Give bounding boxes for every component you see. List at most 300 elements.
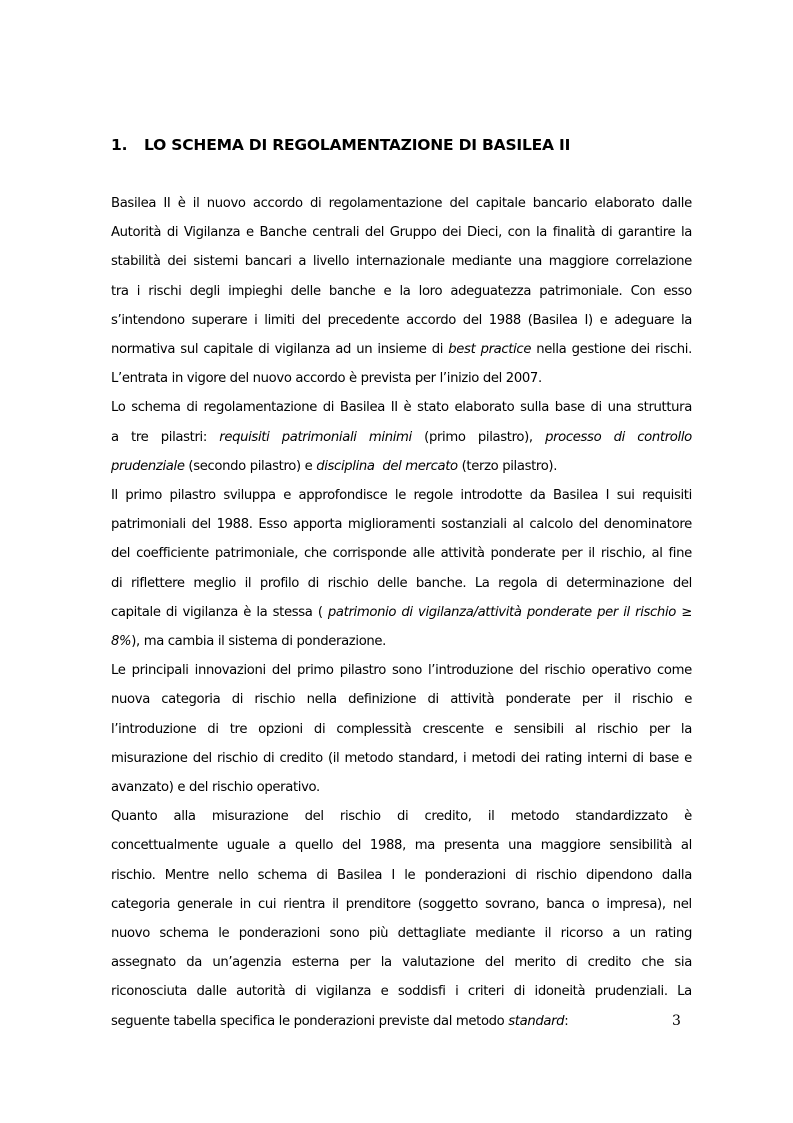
word: ponderate [490, 546, 556, 562]
word: la [680, 225, 692, 241]
word: il [192, 196, 200, 211]
word: criteri [467, 984, 505, 1000]
word: 1988 [488, 312, 521, 328]
word: di [431, 342, 444, 357]
word: o [591, 896, 600, 912]
word: dei [442, 225, 462, 241]
word: di [313, 721, 326, 737]
word: sul [180, 342, 199, 357]
word: dipendono [585, 867, 653, 883]
word: primo [297, 663, 334, 679]
text-line [111, 924, 692, 944]
word: Basilea [111, 196, 157, 211]
italic-word: ponderate [526, 604, 592, 620]
word: di [632, 750, 644, 766]
word: esterna [291, 955, 340, 971]
word: La [677, 984, 692, 1000]
italic-word: requisiti [219, 429, 270, 445]
word: (Basilea [527, 312, 578, 328]
word: il [588, 546, 595, 562]
word: di [186, 400, 198, 416]
word: limiti [264, 312, 295, 328]
word: approfondisce [298, 488, 388, 503]
word: Quanto [111, 809, 158, 825]
text-line [111, 574, 692, 594]
italic-text: 8% [111, 634, 132, 649]
word: per [648, 721, 670, 737]
word: valutazione [402, 955, 475, 971]
text-line [111, 953, 692, 973]
word: e [246, 225, 254, 241]
word: attività [450, 692, 495, 708]
italic-word: per [597, 604, 618, 620]
word: Gruppo [389, 225, 437, 241]
word: vigilanza [274, 342, 331, 357]
word: la [680, 312, 692, 328]
word: schema [131, 400, 181, 416]
word: di [515, 867, 527, 883]
word: principali [131, 663, 189, 679]
word: normativa [111, 342, 176, 357]
text: : [564, 1013, 569, 1029]
word: operativo [591, 663, 651, 679]
text-line [111, 807, 692, 827]
word: e [599, 312, 608, 328]
word: introdotte [460, 488, 523, 503]
word: la [256, 604, 268, 620]
word: del [449, 196, 469, 211]
word: regolamentazione [203, 400, 318, 416]
word: categoria [161, 692, 221, 708]
word: di [310, 196, 322, 211]
word: s’intendono [111, 312, 185, 328]
word: struttura [637, 400, 692, 416]
word: stabilità [111, 254, 161, 270]
word: i [462, 750, 467, 766]
word: gestione [571, 342, 626, 357]
word: l’introduzione [111, 721, 197, 737]
word: presenta [443, 838, 500, 854]
word: a [298, 254, 307, 270]
word: II [163, 196, 171, 211]
word: per [349, 955, 371, 971]
section-number: 1. [111, 136, 128, 154]
text-line [111, 690, 692, 710]
word: e [383, 283, 392, 299]
word: del [484, 955, 505, 971]
word: nella [306, 692, 337, 708]
word: dettagliate [397, 926, 466, 941]
word: banche [328, 283, 376, 299]
word: complessità [336, 721, 412, 737]
word: stessa [272, 604, 313, 620]
italic-word: best [448, 342, 476, 357]
word: (il [327, 750, 340, 766]
text: (secondo pilastro) e [184, 458, 317, 474]
word: del [271, 663, 291, 679]
word: del [304, 809, 324, 825]
word: di [262, 750, 275, 766]
word: il [487, 809, 495, 825]
word: di [427, 692, 439, 708]
word: Lo [111, 400, 126, 416]
word: di [307, 575, 319, 591]
word: sistemi [193, 254, 239, 270]
word: del [301, 312, 321, 328]
word: il [614, 692, 621, 708]
word: misurazione [111, 750, 188, 766]
italic-word: controllo [637, 429, 692, 445]
word: schema [257, 867, 308, 883]
word: a [278, 838, 287, 854]
word: Esso [258, 517, 288, 533]
word: dei [167, 254, 187, 270]
word: rischio [216, 750, 258, 766]
italic-text: prudenziale [111, 458, 185, 474]
word: apporta [292, 517, 343, 533]
word: delle [377, 575, 408, 591]
word: concettualmente [111, 838, 218, 854]
word: al [680, 838, 692, 854]
word: di [513, 984, 526, 1000]
word: coefficiente [136, 546, 209, 562]
word: un [629, 926, 646, 941]
word: I [605, 488, 610, 503]
text: avanzato) e del rischio operativo. [111, 780, 320, 795]
word: calcolo [529, 517, 573, 533]
word: di [111, 575, 123, 591]
word: schema [159, 926, 209, 941]
word: attività [440, 546, 485, 562]
word: al [651, 546, 663, 562]
word: pilastro [169, 488, 216, 503]
italic-word: processo [545, 429, 602, 445]
italic-word: vigilanza/attività [418, 604, 522, 620]
word: un [356, 342, 373, 357]
word: prenditore [345, 896, 411, 912]
word: metodi [471, 750, 516, 766]
word: è [684, 809, 692, 825]
word: bancario [532, 196, 588, 211]
word: sensibili [513, 721, 564, 737]
word: dei [520, 750, 540, 766]
word: sulla [520, 400, 549, 416]
text-line [111, 661, 692, 681]
word: mediante [475, 926, 536, 941]
word: al [512, 517, 524, 533]
word: sviluppa [223, 488, 276, 503]
word: 1988. [216, 517, 253, 533]
word: il [332, 896, 339, 912]
word: sui [616, 488, 635, 503]
word: impresa), [606, 896, 666, 912]
word: nuovo [206, 196, 246, 211]
word: tre [229, 721, 248, 737]
word: adeguatezza [450, 283, 532, 299]
word: del [519, 663, 539, 679]
word: impieghi [228, 283, 283, 299]
word: di [565, 955, 578, 971]
word: sensibilità [609, 838, 673, 854]
word: la [399, 283, 411, 299]
text: seguente tabella specifica le ponderazioni previste dal metodo [111, 1013, 509, 1029]
word: 1988, [369, 838, 406, 854]
word: patrimoniale. [539, 283, 623, 299]
word: banche. [415, 575, 467, 591]
word: garantire [618, 225, 676, 241]
word: a [612, 926, 621, 941]
word: di [258, 342, 270, 357]
word: primo [125, 488, 163, 503]
text-line [111, 632, 692, 652]
word: rischio [535, 867, 577, 883]
word: dalle [661, 196, 692, 211]
word: vigilanza [315, 984, 372, 1000]
text-line [111, 895, 692, 915]
word: denominatore [603, 517, 692, 533]
word: autorità [236, 984, 286, 1000]
word: delle [290, 283, 321, 299]
word: I) [584, 312, 593, 328]
word: del [364, 225, 385, 241]
word: sono [391, 663, 422, 679]
word: e [684, 750, 692, 766]
word: una [607, 400, 632, 416]
word: degli [189, 283, 220, 299]
page-number: 3 [672, 1013, 681, 1029]
word: rating [545, 750, 582, 766]
word: (primo [424, 429, 466, 445]
word: rischio [632, 692, 673, 708]
word: elaborato [454, 400, 515, 416]
word: rischi. [654, 342, 692, 357]
word: adeguare [614, 312, 675, 328]
word: credito [279, 750, 323, 766]
word: le [218, 926, 230, 941]
italic-word: minimi [368, 429, 412, 445]
text-line [111, 982, 692, 1002]
text: L’entrata in vigore del nuovo accordo è prevista per l’inizio del 2007. [111, 371, 542, 387]
word: nello [218, 867, 249, 883]
word: di [207, 721, 219, 737]
text: (terzo pilastro). [457, 458, 558, 474]
word: ( [317, 604, 323, 620]
word: Basilea [553, 488, 599, 503]
text-line [111, 486, 692, 506]
word: banca [546, 896, 585, 912]
word: di [546, 575, 558, 591]
word: rischio [597, 721, 638, 737]
word: Dieci, [466, 225, 502, 241]
word: Mentre [164, 867, 209, 883]
word: generale [177, 896, 233, 912]
word: cui [257, 896, 277, 912]
italic-word: ≥ [681, 604, 692, 620]
word: alla [173, 809, 196, 825]
word: di [600, 225, 613, 241]
italic-word: practice [480, 342, 532, 357]
word: sono [329, 926, 360, 941]
text-line [111, 194, 692, 214]
word: dei [630, 342, 650, 357]
word: opzioni [258, 721, 303, 737]
word: la [380, 955, 392, 971]
italic-text: standard [508, 1013, 565, 1029]
word: fine [668, 546, 692, 562]
text-line [111, 720, 692, 740]
word: credito [587, 955, 631, 971]
text-line [111, 866, 692, 886]
word: rating [655, 926, 692, 941]
word: del [578, 517, 598, 533]
word: è [243, 604, 252, 620]
word: ma [414, 838, 435, 854]
italic-word: di [613, 429, 625, 445]
word: Basilea [337, 867, 383, 883]
word: i [455, 984, 459, 1000]
word: e [283, 488, 291, 503]
italic-word: rischio [635, 604, 676, 620]
word: di [294, 984, 307, 1000]
word: quello [294, 838, 334, 854]
text-line [111, 778, 692, 798]
word: patrimoniale [214, 546, 295, 562]
text-line [111, 223, 692, 243]
text-line [111, 544, 692, 564]
word: nel [672, 896, 692, 912]
word: I [391, 867, 395, 883]
word: e [494, 721, 503, 737]
word: merito [514, 955, 556, 971]
word: la [680, 721, 692, 737]
word: Vigilanza [183, 225, 241, 241]
word: sovrano, [485, 896, 540, 912]
word: rientra [283, 896, 326, 912]
word: di [590, 400, 602, 416]
word: per [581, 692, 603, 708]
word: ricorso [560, 926, 603, 941]
text-line [111, 398, 692, 418]
word: il [544, 926, 552, 941]
word: di [165, 604, 178, 620]
word: regola [498, 575, 538, 591]
word: da [186, 955, 202, 971]
word: base [554, 400, 585, 416]
word: superare [191, 312, 248, 328]
word: assegnato [111, 955, 176, 971]
text-line [111, 836, 692, 856]
word: le [404, 867, 416, 883]
word: maggiore [548, 254, 609, 270]
word: rischio [339, 809, 381, 825]
word: stato [417, 400, 449, 416]
word: rischio [544, 663, 586, 679]
word: pilastro [339, 663, 386, 679]
word: la [535, 225, 548, 241]
word: accordo [406, 312, 456, 328]
word: Il [111, 488, 118, 503]
word: dalla [661, 867, 692, 883]
word: patrimoniali [111, 517, 186, 533]
word: idoneità [534, 984, 586, 1000]
word: metodo [510, 809, 560, 825]
text-line [111, 457, 692, 477]
word: esso [663, 283, 692, 299]
word: i [254, 312, 258, 328]
text-line [111, 749, 692, 769]
word: di [316, 867, 328, 883]
word: un’agenzia [212, 955, 282, 971]
word: centrali [312, 225, 360, 241]
word: è [403, 400, 412, 416]
word: definizione [348, 692, 417, 708]
word: requisiti [642, 488, 692, 503]
word: maggiore [540, 838, 601, 854]
word: e [380, 984, 389, 1000]
word: è [177, 196, 186, 211]
word: II [390, 400, 398, 416]
word: bancari [244, 254, 292, 270]
section-title: LO SCHEMA DI REGOLAMENTAZIONE DI BASILEA II [144, 136, 571, 154]
word: capitale [475, 196, 526, 211]
word: precedente [327, 312, 400, 328]
word: Banche [259, 225, 307, 241]
word: La [474, 575, 490, 591]
word: ad [335, 342, 352, 357]
word: , [294, 546, 299, 562]
word: interni [587, 750, 628, 766]
text-line [111, 428, 692, 448]
word: categoria [111, 896, 171, 912]
word: rischio [254, 692, 296, 708]
word: vigilanza [182, 604, 238, 620]
word: del [341, 838, 362, 854]
word: Autorità [111, 225, 162, 241]
word: insieme [377, 342, 427, 357]
text: ), ma cambia il sistema di ponderazione. [131, 634, 387, 649]
text-line [111, 603, 692, 623]
word: innovazioni [194, 663, 266, 679]
word: rischio [327, 575, 369, 591]
word: uguale [226, 838, 270, 854]
word: che [641, 955, 665, 971]
word: misurazione [211, 809, 289, 825]
word: per [561, 546, 583, 562]
word: capitale [111, 604, 161, 620]
text-line [111, 340, 692, 360]
word: nuovo [111, 926, 150, 941]
word: l’introduzione [427, 663, 514, 679]
text-line [111, 311, 692, 331]
text-line [111, 1012, 692, 1032]
word: una [508, 838, 532, 854]
word: base [648, 750, 679, 766]
word: e [684, 692, 692, 708]
italic-word: patrimoniali [281, 429, 357, 445]
text-line [111, 369, 692, 389]
italic-word: il [623, 604, 630, 620]
word: prudenziali. [594, 984, 668, 1000]
word: del [111, 546, 131, 562]
word: come [656, 663, 692, 679]
word: a [111, 429, 119, 445]
word: di [231, 692, 244, 708]
italic-text: disciplina del mercato [316, 458, 458, 474]
word: riflettere [130, 575, 185, 591]
text-line [111, 515, 692, 535]
word: nuova [111, 692, 150, 708]
word: mediante [451, 254, 512, 270]
